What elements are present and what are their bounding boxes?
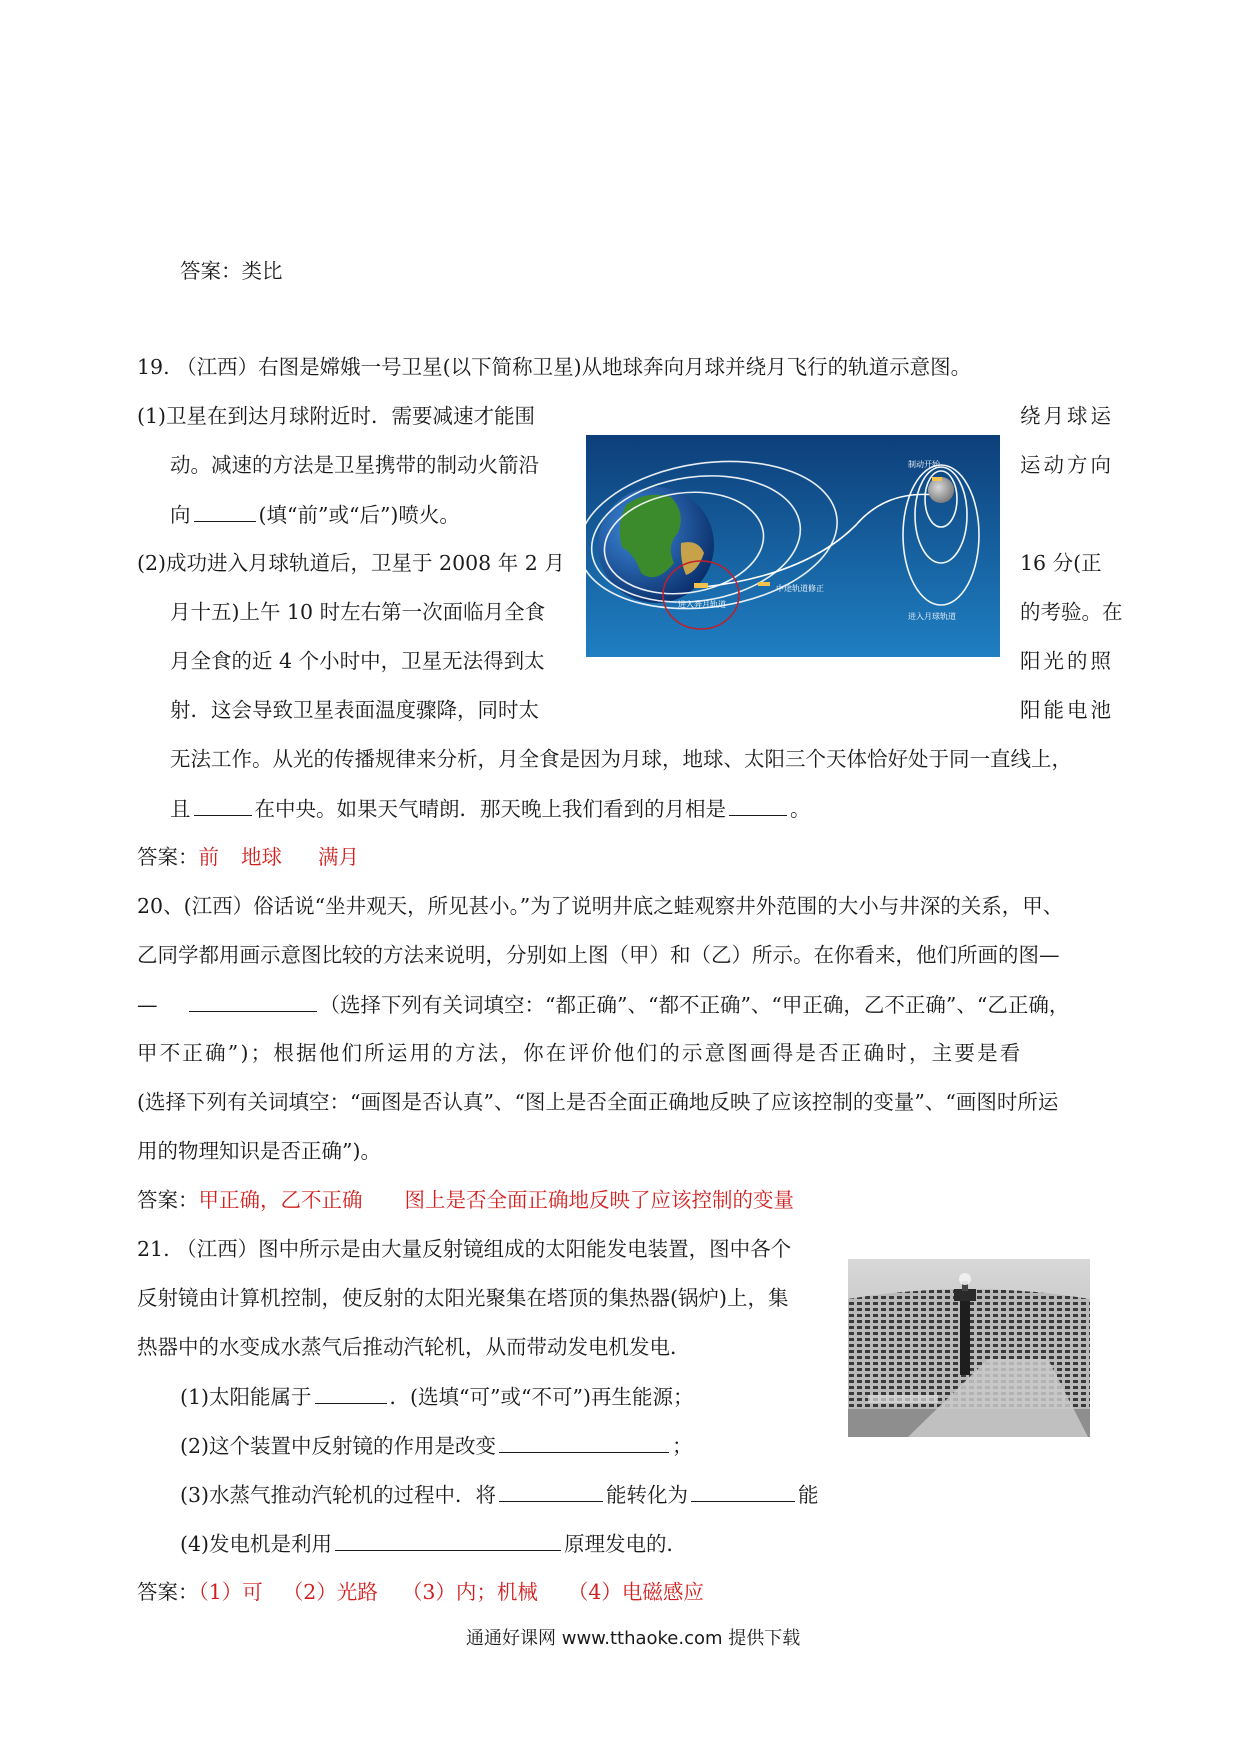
q19-p2-line6-b: 在中央。如果天气晴朗．那天晚上我们看到的月相是	[254, 797, 726, 821]
q20-answer	[137, 1187, 794, 1213]
q21-answer-1: （1）可	[198, 1580, 263, 1604]
q21-answer-label: 答案：	[137, 1580, 199, 1604]
q20-line1: 20、(江西）俗话说“坐井观天，所见甚小。”为了说明井底之蛙观察井外范围的大小与井深的关系，甲、	[137, 894, 1064, 918]
lunar-orbit-figure	[586, 435, 1000, 657]
q21-sub1-b: ．(选填“可”或“不可”)再生能源；	[389, 1385, 694, 1409]
q20-line6: 用的物理知识是否正确”)。	[137, 1139, 381, 1163]
q19-p1-line1-left: (1)卫星在到达月球附近时．需要减速才能围	[137, 404, 536, 428]
figure-label-enter-transfer: 进入奔月轨道	[678, 600, 726, 609]
q19-p1-line1-right-text: 绕月球运	[1020, 404, 1114, 428]
q19-p1-line2-right-text: 运动方向	[1020, 453, 1114, 477]
figure-label-enter-lunar: 进入月球轨道	[908, 612, 956, 621]
q19-p2-line3-right-text: 阳光的照	[1020, 649, 1114, 673]
q20-line3-a: —	[137, 993, 158, 1017]
q19-blank-1[interactable]	[194, 501, 256, 522]
q20-answer-1: 甲正确，乙不正确	[198, 1188, 363, 1212]
figure-label-brake: 制动开始	[908, 460, 940, 469]
q21-line3: 热器中的水变成水蒸气后推动汽轮机，从而带动发电机发电．	[137, 1335, 691, 1359]
q19-p2-line2-right: 的考验。在	[1020, 600, 1123, 624]
q21-sub3	[180, 1481, 819, 1508]
q20-answer-2: 图上是否全面正确地反映了应该控制的变量	[404, 1188, 794, 1212]
q21-sub2-a: (2)这个装置中反射镜的作用是改变	[180, 1434, 497, 1458]
q21-sub4-b: 原理发电的．	[564, 1532, 688, 1556]
page-footer: 通通好课网 www.tthaoke.com 提供下载	[466, 1628, 801, 1649]
q21-line1: 21. （江西）图中所示是由大量反射镜组成的太阳能发电装置，图中各个	[137, 1237, 792, 1261]
answer-18: 答案：类比	[180, 259, 283, 283]
q20-line5: (选择下列有关词填空：“画图是否认真”、“图上是否全面正确地反映了应该控制的变量”、“画图时所运	[137, 1090, 1059, 1114]
q21-blank-1[interactable]	[315, 1383, 387, 1404]
q21-answer-2: （2）光路	[282, 1580, 378, 1604]
q21-blank-3[interactable]	[499, 1481, 603, 1502]
q19-answer-2: 地球	[241, 845, 282, 869]
q21-sub1-a: (1)太阳能属于	[180, 1385, 312, 1409]
q19-p1-line3-b: (填“前”或“后”)喷火。	[258, 503, 460, 527]
q19-p2-line2-left: 月十五)上午 10 时左右第一次面临月全食	[170, 600, 546, 624]
q20-line4: 甲不正确”)；根据他们所运用的方法，你在评价他们的示意图画得是否正确时，主要是看	[137, 1041, 1023, 1065]
q19-p2-line4-left: 射．这会导致卫星表面温度骤降，同时太	[170, 698, 539, 722]
q19-p1-line3	[170, 501, 460, 528]
solar-power-plant-photo	[848, 1259, 1090, 1437]
q19-blank-2[interactable]	[194, 795, 252, 816]
q19-p2-line5: 无法工作。从光的传播规律来分析，月全食是因为月球，地球、太阳三个天体恰好处于同一直线上，	[170, 747, 1072, 771]
q19-p1-line2-right	[1020, 452, 1114, 478]
q19-p2-line1-left: (2)成功进入月球轨道后，卫星于 2008 年 2 月	[137, 551, 565, 575]
q21-answer-3: （3）内；机械	[401, 1580, 538, 1604]
q21-sub1	[180, 1383, 693, 1410]
q19-intro: 19. （江西）右图是嫦娥一号卫星(以下简称卫星)从地球奔向月球并绕月飞行的轨道示意图。	[137, 355, 972, 379]
q20-blank-1[interactable]	[189, 991, 317, 1012]
q19-p1-line3-a: 向	[170, 503, 191, 527]
q21-sub2	[180, 1432, 693, 1459]
q21-line2: 反射镜由计算机控制，使反射的太阳光聚集在塔顶的集热器(锅炉)上，集	[137, 1286, 789, 1310]
q19-p2-line4-right-text: 阳能电池	[1020, 698, 1114, 722]
q21-blank-2[interactable]	[499, 1432, 669, 1453]
q21-blank-5[interactable]	[335, 1530, 561, 1551]
q20-line3	[137, 991, 1069, 1018]
q20-answer-label: 答案：	[137, 1188, 199, 1212]
q19-answer-label: 答案：	[137, 845, 199, 869]
q19-p1-line2-left: 动。减速的方法是卫星携带的制动火箭沿	[170, 453, 539, 477]
q19-p2-line6-c: 。	[790, 797, 811, 821]
q19-p2-line6	[170, 795, 811, 822]
q21-sub3-a: (3)水蒸气推动汽轮机的过程中．将	[180, 1483, 497, 1507]
q21-sub3-c: 能	[798, 1483, 819, 1507]
q19-blank-3[interactable]	[729, 795, 787, 816]
q19-p2-line3-right	[1020, 648, 1114, 674]
q19-p2-line6-a: 且	[170, 797, 191, 821]
q19-p2-line3-left: 月全食的近 4 个小时中，卫星无法得到太	[170, 649, 545, 673]
q19-answer-3: 满月	[318, 845, 359, 869]
q20-line2: 乙同学都用画示意图比较的方法来说明，分别如上图（甲）和（乙）所示。在你看来，他们所画的图—	[137, 943, 1060, 967]
q21-sub4	[180, 1530, 687, 1557]
q19-p2-line1-right: 16 分(正	[1020, 551, 1102, 575]
q21-sub4-a: (4)发电机是利用	[180, 1532, 333, 1556]
figure-label-midcourse: 中途轨道修正	[776, 584, 824, 593]
q19-answer-1: 前	[198, 845, 219, 869]
q19-answer	[137, 844, 359, 870]
q21-sub3-b: 能转化为	[606, 1483, 689, 1507]
q21-blank-4[interactable]	[691, 1481, 795, 1502]
q21-answer-4: （4）电磁感应	[567, 1580, 704, 1604]
q20-line3-b: （选择下列有关词填空：“都正确”、“都不正确”、“甲正确，乙不正确”、“乙正确，	[319, 993, 1070, 1017]
q21-sub2-b: ；	[672, 1434, 693, 1458]
q19-p2-line4-right	[1020, 697, 1114, 723]
q19-p1-line1-right	[1020, 403, 1122, 429]
q21-answer	[137, 1579, 704, 1605]
